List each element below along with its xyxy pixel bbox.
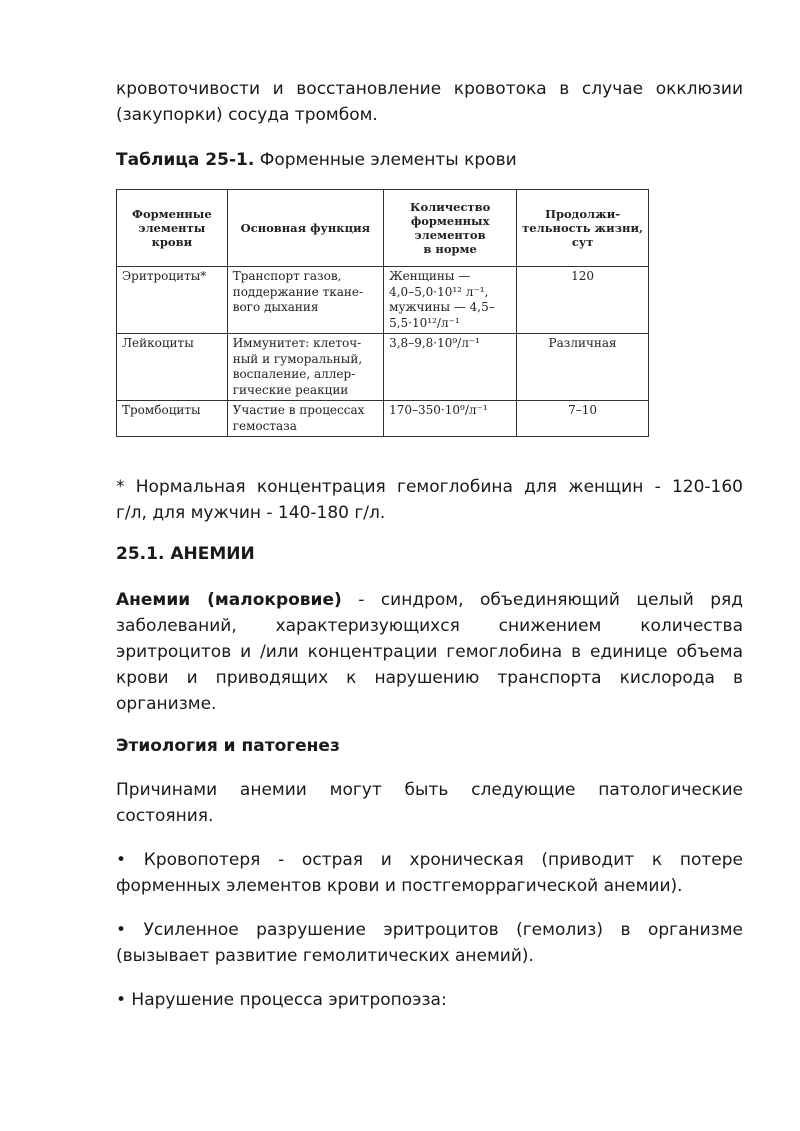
definition-paragraph: [116, 587, 743, 717]
table-row: [117, 334, 649, 401]
subheading: Этиология и патогенез: [116, 736, 340, 756]
causes-intro: [116, 777, 743, 829]
definition-line-5: организме.: [116, 694, 217, 714]
intro-paragraph: [116, 76, 743, 128]
table-header-row: [117, 190, 649, 267]
intro-line-1: кровоточивости и восстановление кровотока в случае окклюзии: [116, 79, 743, 99]
cell-element: Тромбоциты: [117, 401, 228, 437]
list-item: • Кровопотеря - острая и хроническая (приводит к потере форменных элементов крови и постгеморрагической анемии).: [116, 850, 743, 896]
cell-count: 3,8–9,8·10⁹/л⁻¹: [384, 334, 517, 401]
table-caption-title: Форменные элементы крови: [254, 150, 517, 170]
list-item: • Нарушение процесса эритропоэза:: [116, 990, 447, 1010]
cell-count: Женщины — 4,0–5,0·10¹² л⁻¹, мужчины — 4,5– 5,5·10¹²/л⁻¹: [384, 267, 517, 334]
header-lifespan: Продолжи- тельность жизни, сут: [517, 190, 649, 267]
footnote-line-1: * Нормальная концентрация гемоглобина для женщин - 120-160: [116, 477, 743, 497]
table-caption: [116, 148, 517, 172]
cell-lifespan: 120: [517, 267, 649, 334]
blood-elements-table: [116, 189, 649, 437]
header-function: Основная функция: [227, 190, 383, 267]
cell-lifespan: 7–10: [517, 401, 649, 437]
definition-line-4: крови и приводящих к нарушению транспорта кислорода в: [116, 668, 743, 688]
cell-element: Эритроциты*: [117, 267, 228, 334]
table-caption-label: Таблица 25-1.: [116, 150, 255, 170]
table-row: [117, 267, 649, 334]
cell-function: Иммунитет: клеточ- ный и гуморальный, воспаление, аллер- гические реакции: [227, 334, 383, 401]
footnote-line-2: г/л, для мужчин - 140-180 г/л.: [116, 503, 386, 523]
causes-intro-line-2: состояния.: [116, 806, 214, 826]
cell-lifespan: Различная: [517, 334, 649, 401]
definition-term: Анемии (малокровие): [116, 590, 342, 610]
table-row: [117, 401, 649, 437]
list-item: • Усиленное разрушение эритроцитов (гемолиз) в организме (вызывает развитие гемолитических анемий).: [116, 920, 743, 966]
cell-function: Транспорт газов, поддержание ткане- вого дыхания: [227, 267, 383, 334]
intro-line-2: (закупорки) сосуда тромбом.: [116, 105, 378, 125]
header-count: Количество форменных элементов в норме: [384, 190, 517, 267]
section-heading: 25.1. АНЕМИИ: [116, 544, 255, 564]
header-element: Форменные элементы крови: [117, 190, 228, 267]
cell-element: Лейкоциты: [117, 334, 228, 401]
definition-line-1: Анемии (малокровие) - синдром, объединяющий целый ряд: [116, 590, 743, 610]
cell-count: 170–350·10⁹/л⁻¹: [384, 401, 517, 437]
definition-line-2: заболеваний, характеризующихся снижением количества: [116, 616, 743, 636]
cell-function: Участие в процессах гемостаза: [227, 401, 383, 437]
causes-intro-line-1: Причинами анемии могут быть следующие патологические: [116, 780, 743, 800]
footnote: [116, 474, 743, 526]
definition-line-3: эритроцитов и /или концентрации гемоглобина в единице объема: [116, 642, 743, 662]
